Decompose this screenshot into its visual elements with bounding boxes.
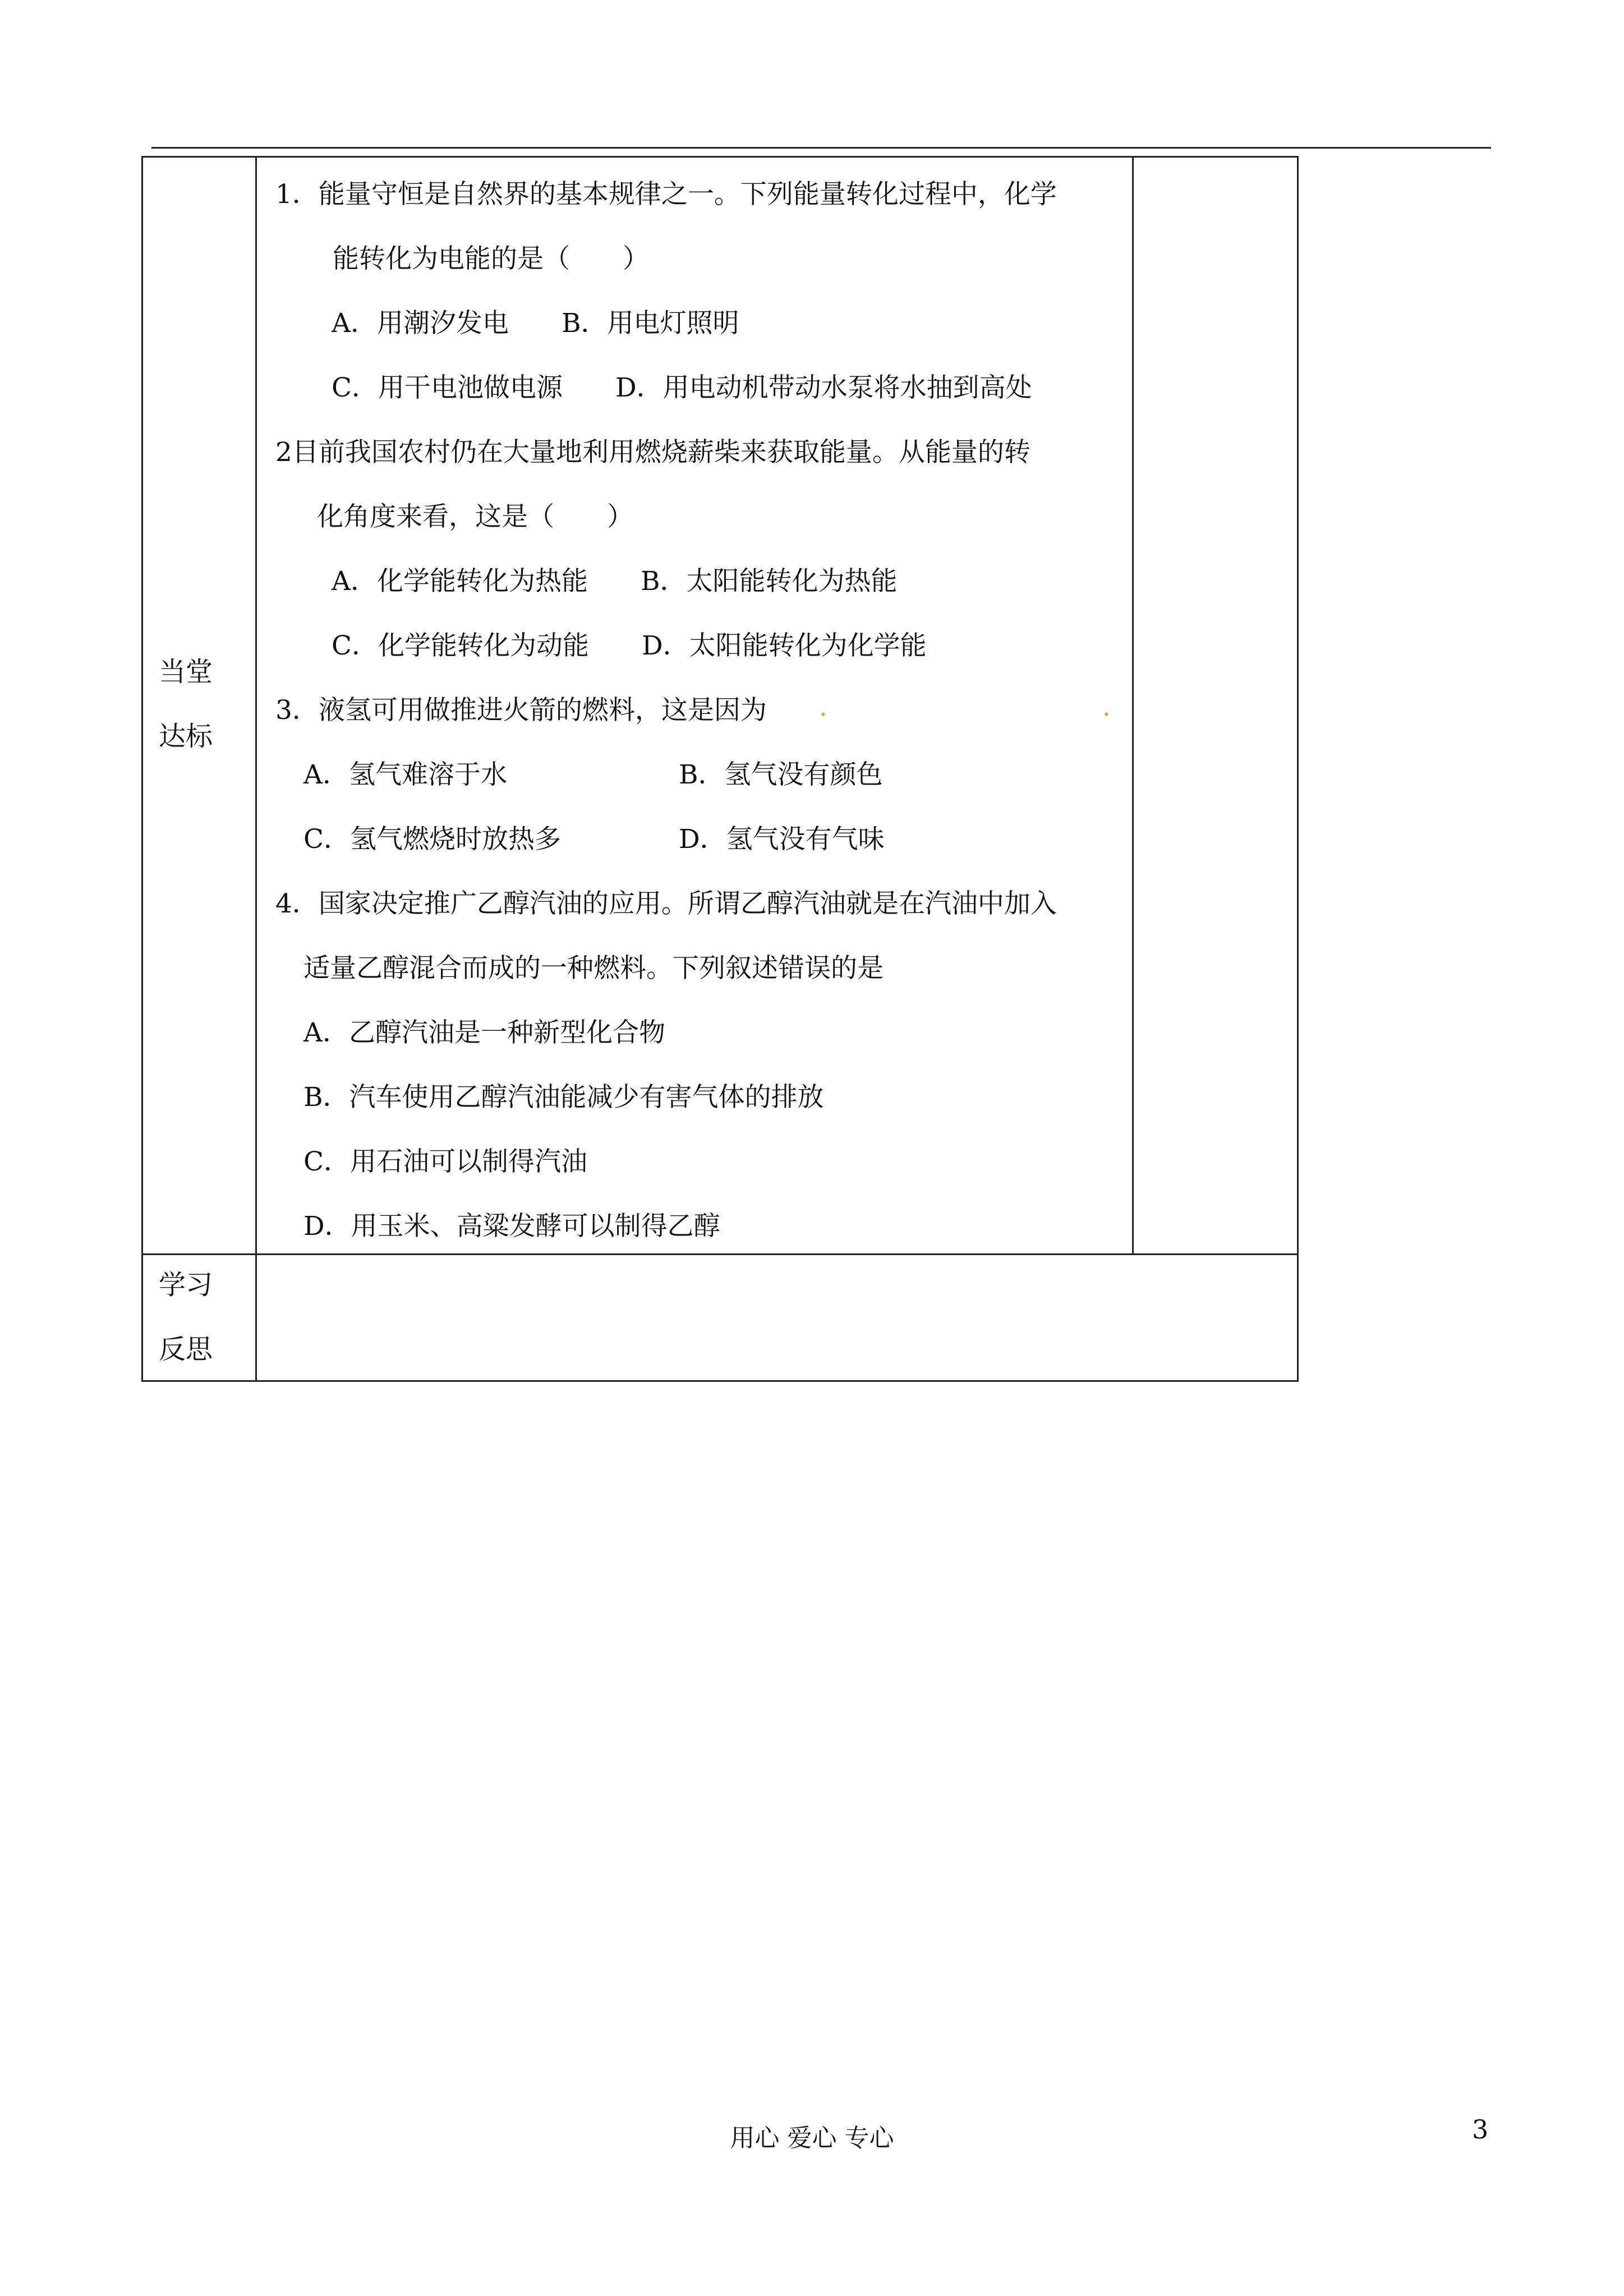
question-2-options-ab: A．化学能转化为热能 B．太阳能转化为热能 [332, 566, 898, 597]
answer-blank-marker: . [819, 691, 827, 722]
row-label-line2: 达标 [159, 721, 213, 752]
header-rule [151, 147, 1491, 149]
question-1-stem: 1．能量守恒是自然界的基本规律之一。下列能量转化过程中，化学 [275, 179, 1057, 210]
question-3-stem: 3．液氢可用做推进火箭的燃料，这是因为 [275, 695, 767, 726]
question-3-option-c: C．氢气燃烧时放热多 [303, 824, 561, 855]
question-4-stem: 4．国家决定推广乙醇汽油的应用。所谓乙醇汽油就是在汽油中加入 [275, 888, 1057, 919]
reflection-label-line1: 学习 [159, 1269, 213, 1301]
question-1-stem-cont: 能转化为电能的是（ ） [333, 243, 649, 274]
answer-blank-marker: . [1102, 691, 1111, 722]
question-2-stem-cont: 化角度来看，这是（ ） [317, 501, 633, 532]
question-4-option-a: A．乙醇汽油是一种新型化合物 [303, 1017, 665, 1048]
question-3-option-d: D．氢气没有气味 [679, 824, 885, 855]
question-3-option-a: A．氢气难溶于水 [303, 759, 507, 790]
question-4-option-c: C．用石油可以制得汽油 [303, 1146, 587, 1177]
worksheet-table [141, 156, 1299, 1382]
page-footer: 用心 爱心 专心 [730, 2124, 894, 2152]
question-4-option-b: B．汽车使用乙醇汽油能减少有害气体的排放 [303, 1082, 824, 1113]
row-divider [143, 1253, 1297, 1255]
question-4-option-d: D．用玉米、高粱发酵可以制得乙醇 [303, 1211, 720, 1242]
reflection-label-line2: 反思 [159, 1334, 213, 1365]
label-column-divider [255, 158, 257, 1380]
question-3-option-b: B．氢气没有颜色 [679, 759, 883, 790]
page-number: 3 [1472, 2114, 1489, 2145]
question-1-options-ab: A．用潮汐发电 B．用电灯照明 [332, 308, 739, 339]
question-2-stem: 2目前我国农村仍在大量地利用燃烧薪柴来获取能量。从能量的转 [275, 437, 1030, 468]
row-label-line1: 当堂 [159, 656, 213, 688]
question-4-stem-cont: 适量乙醇混合而成的一种燃料。下列叙述错误的是 [303, 953, 884, 984]
notes-column-divider [1132, 158, 1134, 1255]
question-2-options-cd: C．化学能转化为动能 D．太阳能转化为化学能 [332, 630, 927, 661]
question-1-options-cd: C．用干电池做电源 D．用电动机带动水泵将水抽到高处 [332, 372, 1032, 403]
